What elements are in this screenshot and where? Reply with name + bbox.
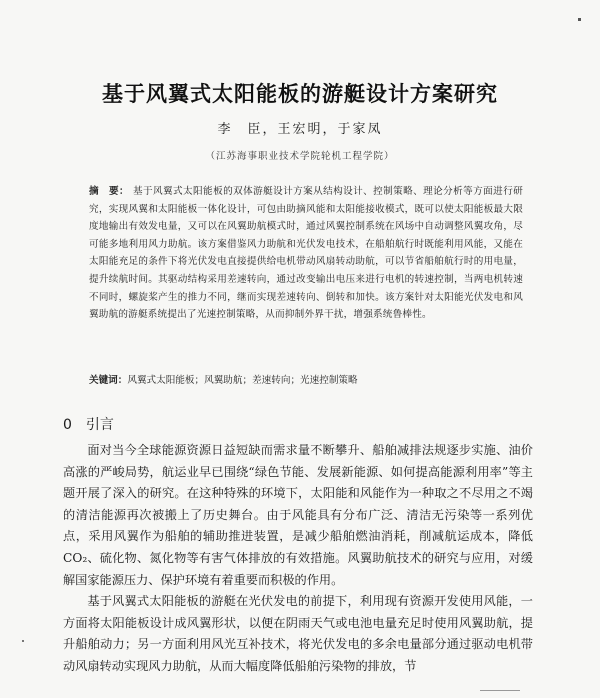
keywords-text: 风翼式太阳能板；风翼助航；差速转向；光速控制策略 — [127, 375, 358, 386]
keywords-label: 关键词： — [89, 375, 128, 386]
body-paragraph-1: 面对当今全球能源资源日益短缺而需求量不断攀升、船舶减排法规逐步实施、油价高涨的严峻局势，航运业早已围绕“绿色节能、发展新能源、如何提高能源利用率”等主题开展了深入的研究。在这种特殊的环境下，太阳能和风能作为一种取之不尽用之不竭的清洁能源再次被搬上了历史舞台。由于风能具有分布广泛、清洁无污染等一系列优点，采用风翼作为船舶的辅助推进装置，是减少船舶燃油消耗，削减航运成本，降低CO₂、硫化物、氮化物等有害气体排放的有效措施。风翼助航技术的研究与应用，对缓解国家能源压力、保护环境有着重要而积极的作用。 — [63, 443, 533, 587]
body-paragraph-2: 基于风翼式太阳能板的游艇在光伏发电的前提下，利用现有资源开发使用风能，一方面将太阳能板设计成风翼形状，以便在阴雨天气或电池电量充足时使用风翼助航，提升船舶动力；另一方面利用风光互补技术，将光伏发电的多余电量部分通过驱动电机带动风扇转动实现风力助航，从而大幅度降低船舶污染物的排放，节 — [63, 594, 533, 673]
abstract-text: 基于风翼式太阳能板的双体游艇设计方案从结构设计、控制策略、理论分析等方面进行研究，实现风翼和太阳能板一体化设计，可包由助摘风能和太阳能接收模式，既可以使太阳能板最大限度地输出有效发电量，又可以在风翼助航模式时，通过风翼控制系统在风场中自动调整风翼攻角，尽可能多地利用风力助航。该方案借鉴风力助航和光伏发电技术，在船舶航行时既能利用风能，又能在太阳能充足的条件下将光伏发电直接提供给电机带动风扇转动助航，可以节省船舶航行时的用电量，提升续航时间。其驱动结构采用差速转向，通过改变输出电压来进行电机的转速控制，当两电机转速不同时，螺旋桨产生的推力不同，继而实现差速转向、倒转和加快。该方案针对太阳能光伏发电和风翼助航的游艇系统提出了光速控制策略，从而抑制外界干扰，增强系统鲁棒性。 — [89, 186, 523, 321]
abstract-label: 摘 要： — [89, 186, 130, 197]
author-list: 李 臣，王宏明，于家凤 — [217, 122, 383, 137]
section-title: 引言 — [85, 417, 114, 433]
paper-title: 基于风翼式太阳能板的游艇设计方案研究 — [102, 82, 498, 106]
author-affiliation: （江苏海事职业技术学院轮机工程学院） — [205, 151, 395, 162]
section-number: 0 — [63, 417, 72, 433]
